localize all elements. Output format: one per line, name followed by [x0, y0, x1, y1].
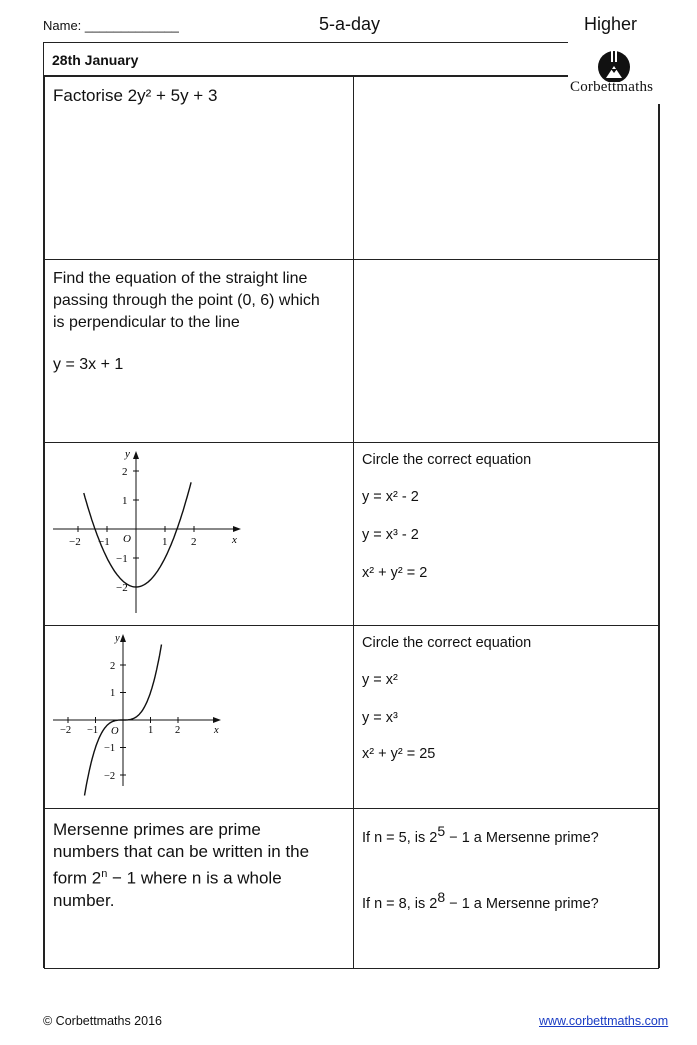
- cubic-graph: [45, 626, 353, 808]
- x-axis-label: x: [232, 534, 237, 546]
- x-axis-arrow: [213, 717, 221, 723]
- question-2-cell: [44, 259, 354, 443]
- question-5-line: number.: [53, 890, 115, 910]
- answer-3-cell: [353, 442, 659, 626]
- mersenne-part-a: If n = 5, is $2^5 - 1$ a Mersenne prime?: [362, 823, 599, 846]
- question-2-line: is perpendicular to the line: [53, 314, 240, 331]
- x-tick-label: 1: [148, 725, 154, 736]
- name-field-label: Name: _____________: [43, 18, 179, 33]
- answer-2-cell[interactable]: [353, 259, 659, 443]
- equation-option-1[interactable]: y = x² - 2: [362, 489, 419, 505]
- question-4-graph-cell: [44, 625, 354, 809]
- y-tick-label: −2: [104, 771, 116, 782]
- question-2-equation: y = 3x + 1: [53, 356, 124, 373]
- x-tick-label: 2: [175, 725, 181, 736]
- equation-option-3[interactable]: x² + y² = 25: [362, 746, 436, 762]
- origin-label: O: [111, 726, 119, 737]
- website-link[interactable]: www.corbettmaths.com: [539, 1014, 669, 1028]
- question-5-text: [53, 819, 309, 912]
- question-1-text: Factorise 2y² + 5y + 3: [53, 86, 218, 105]
- question-2-text: [53, 268, 320, 376]
- equation-option-1[interactable]: y = x²: [362, 672, 398, 688]
- copyright: © Corbettmaths 2016: [43, 1014, 162, 1028]
- x-tick-label: 2: [191, 536, 197, 548]
- y-axis-label: y: [125, 448, 130, 460]
- x-tick-label: −1: [98, 536, 110, 548]
- x-axis-arrow: [233, 526, 241, 532]
- origin-label: O: [123, 533, 131, 545]
- question-5-line: Mersenne primes are prime: [53, 820, 261, 839]
- y-tick-label: −1: [116, 553, 128, 565]
- x-tick-label: −2: [60, 725, 72, 736]
- worksheet-title: 5-a-day: [319, 14, 381, 34]
- mersenne-part-b: If n = 8, is $2^8 - 1$ a Mersenne prime?: [362, 889, 599, 912]
- date-label: 28th January: [52, 52, 139, 68]
- parabola-curve: [84, 482, 191, 587]
- question-2-line: Find the equation of the straight line: [53, 270, 308, 287]
- equation-option-3[interactable]: x² + y² = 2: [362, 565, 428, 581]
- question-5-cell: [44, 808, 354, 969]
- question-5-line: form $2^n - 1$ where n is a whole: [53, 868, 282, 888]
- logo-text: Corbettmaths: [570, 79, 654, 95]
- parabola-graph: [45, 443, 353, 625]
- x-tick-label: 1: [162, 536, 168, 548]
- x-tick-label: −1: [87, 725, 99, 736]
- question-4-prompt: Circle the correct equation: [362, 635, 532, 651]
- y-axis-arrow: [120, 634, 126, 642]
- answer-5-cell: [353, 808, 659, 969]
- question-3-prompt: Circle the correct equation: [362, 452, 532, 468]
- corbettmaths-logo: [568, 42, 660, 104]
- x-tick-label: −2: [69, 536, 81, 548]
- equation-option-2[interactable]: y = x³ - 2: [362, 527, 419, 543]
- y-tick-label: 2: [110, 661, 116, 672]
- corbettmaths-logo-icon: [568, 42, 660, 82]
- equation-option-2[interactable]: y = x³: [362, 710, 398, 726]
- y-tick-label: 1: [110, 688, 116, 699]
- x-axis-label: x: [214, 725, 219, 736]
- worksheet-grid: [43, 42, 660, 968]
- date-row: [44, 43, 659, 76]
- answer-4-cell: [353, 625, 659, 809]
- question-5-line: numbers that can be written in the: [53, 842, 310, 861]
- question-2-line: passing through the point (0, 6) which: [53, 292, 320, 309]
- y-tick-label: −2: [116, 582, 128, 594]
- y-axis-label: y: [115, 633, 120, 644]
- y-tick-label: 1: [122, 495, 128, 507]
- y-tick-label: 2: [122, 466, 128, 478]
- question-3-graph-cell: [44, 442, 354, 626]
- tier-label: Higher: [584, 14, 638, 34]
- y-axis-arrow: [133, 451, 139, 459]
- y-tick-label: −1: [104, 743, 116, 754]
- question-1-cell: [44, 76, 354, 260]
